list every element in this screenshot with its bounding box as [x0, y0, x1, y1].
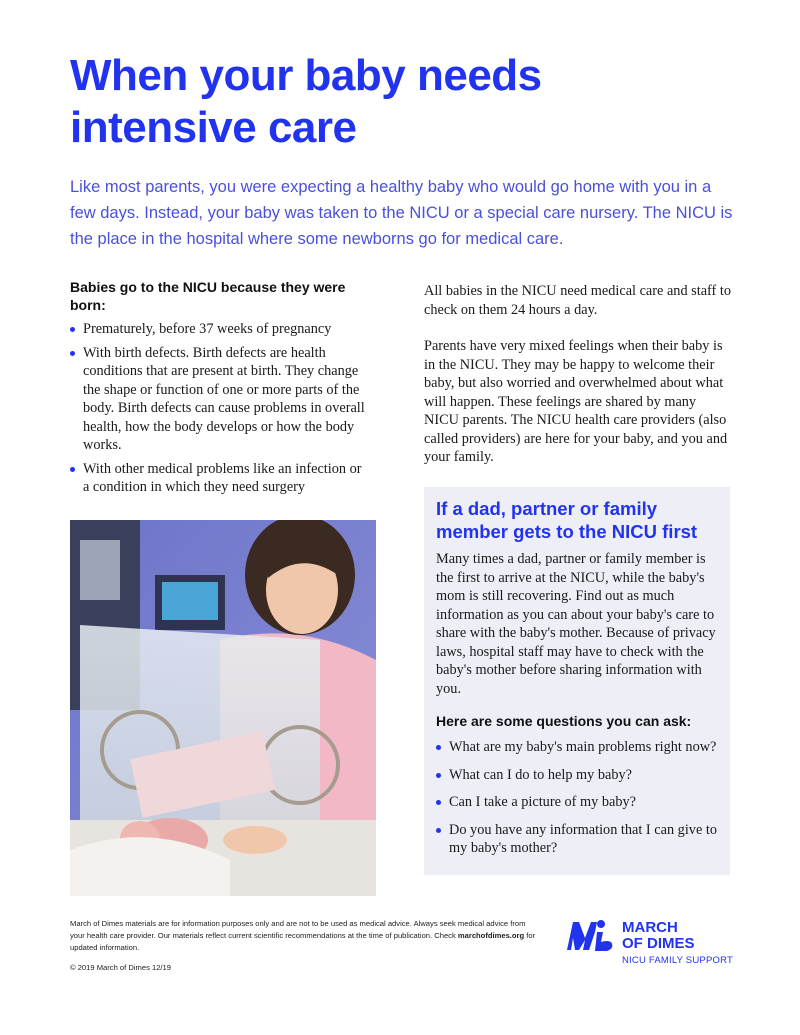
bullet-icon — [436, 800, 441, 805]
nicu-reasons-list — [70, 320, 370, 497]
bullet-icon — [436, 828, 441, 833]
bullet-icon — [436, 745, 441, 750]
nicu-reasons-heading: Babies go to the NICU because they were born: — [70, 279, 346, 313]
list-item-text: What are my baby's main problems right now? — [449, 739, 717, 755]
mother-with-baby-in-incubator-image — [70, 520, 376, 896]
questions-list — [436, 738, 721, 858]
list-item — [436, 821, 721, 858]
list-item — [436, 793, 721, 812]
list-item — [436, 738, 721, 757]
list-item — [436, 766, 721, 785]
bullet-icon — [70, 327, 75, 332]
list-item-text: Do you have any information that I can give to my baby's mother? — [449, 821, 717, 856]
bullet-icon — [70, 467, 75, 472]
sidebar-box — [424, 487, 730, 875]
list-item — [70, 460, 370, 497]
disclaimer-note — [70, 918, 540, 954]
list-item — [70, 320, 370, 339]
logo-line-2: OF DIMES — [622, 935, 695, 952]
care-paragraph: All babies in the NICU need medical care and staff to check on them 24 hours a day. — [424, 283, 732, 318]
page-title: When your baby needs intensive care — [70, 51, 542, 152]
copyright: © 2019 March of Dimes 12/19 — [70, 963, 171, 972]
website-link[interactable]: marchofdimes.org — [457, 931, 525, 940]
sidebar-title: If a dad, partner or family member gets to the NICU first — [436, 498, 698, 542]
logo-mark-icon — [565, 918, 617, 952]
list-item-text: With other medical problems like an infection or a condition in which they need surgery — [83, 460, 362, 495]
march-of-dimes-logo — [565, 914, 735, 969]
right-column — [424, 282, 734, 485]
questions-heading: Here are some questions you can ask: — [436, 713, 692, 729]
nicu-photo — [70, 520, 376, 896]
list-item-text: With birth defects. Birth defects are health conditions that are present at birth. They change the shape or function of one or more parts of the body. Birth defects can cause problems in overall health, how the body develops or how the body works. — [83, 344, 365, 453]
bullet-icon — [436, 773, 441, 778]
sidebar-body: Many times a dad, partner or family member is the first to arrive at the NICU, while the baby's mom is still recovering. Find out as much information as you can about your baby's care to share with the baby's mother. Because of privacy laws, hospital staff may have to check with the baby's mother before sharing information with you. — [436, 551, 716, 697]
sidebar-content — [436, 497, 721, 867]
feelings-paragraph: Parents have very mixed feelings when their baby is in the NICU. They may be happy to welcome their baby, but also worried and overwhelmed about what will happen. These feelings are shared by many NICU parents. The NICU health care providers (also called providers) are here for your baby, and you and your family. — [424, 338, 728, 465]
list-item — [70, 344, 370, 455]
list-item-text: What can I do to help my baby? — [449, 766, 633, 783]
list-item-text: Prematurely, before 37 weeks of pregnancy — [83, 321, 332, 337]
logo-wordmark — [622, 920, 695, 952]
list-item-text: Can I take a picture of my baby? — [449, 794, 636, 810]
logo-line-1: MARCH — [622, 919, 678, 936]
disclaimer-text-end: for updated information. — [70, 931, 536, 952]
disclaimer-text: March of Dimes materials are for information purposes only and are not to be used as medical advice. Always seek medical advice from your health care provider. Our materials reflect current scientific recommendations at the time of publication. Check — [70, 919, 526, 940]
left-column — [70, 278, 370, 502]
intro-paragraph: Like most parents, you were expecting a healthy baby who would go home with you in a few days. Instead, your baby was taken to the NICU or a special care nursery. The NICU is the place in the hospital where some newborns go for medical care. — [70, 178, 733, 248]
bullet-icon — [70, 351, 75, 356]
logo-subtitle: NICU FAMILY SUPPORT — [622, 955, 733, 966]
